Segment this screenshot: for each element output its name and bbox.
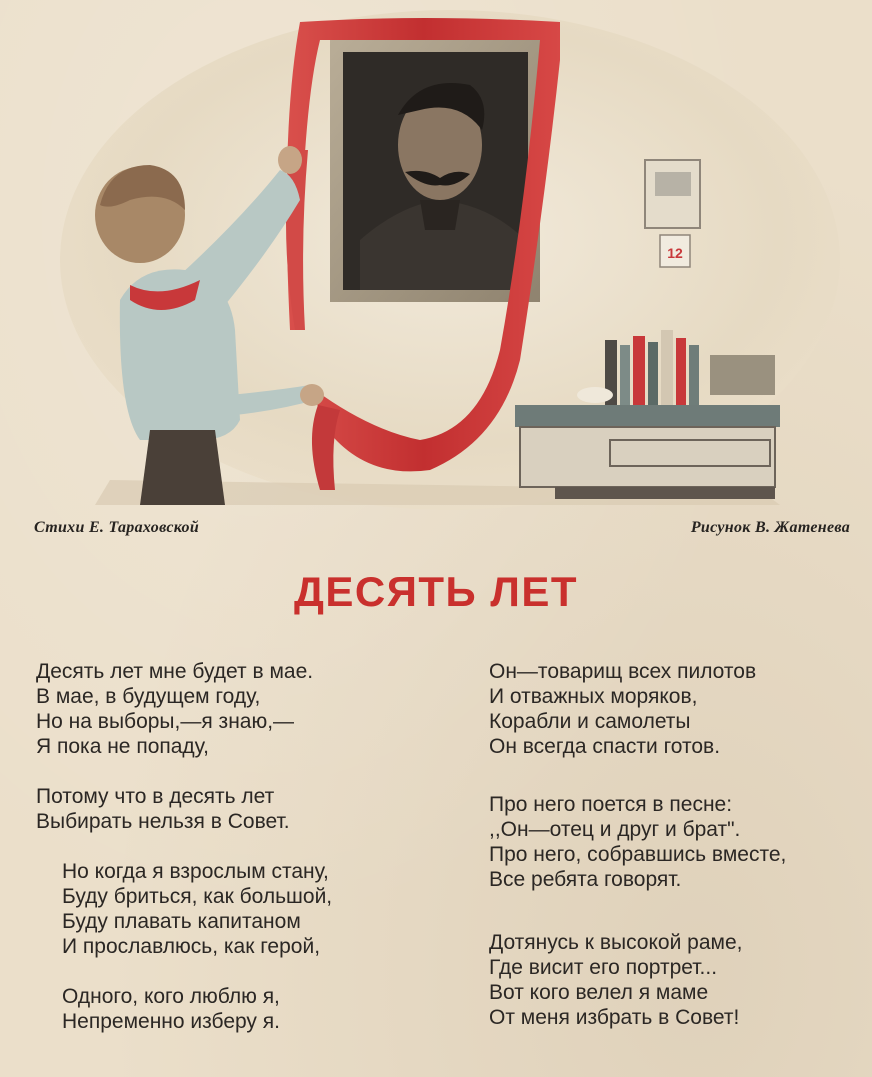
stanza <box>36 784 436 834</box>
stanza <box>489 792 859 892</box>
poem-line: Одного, кого люблю я, <box>62 985 280 1008</box>
poem-line: Я пока не попаду, <box>36 735 209 758</box>
poem-line: Все ребята говорят. <box>489 868 682 891</box>
poem-line: И отважных моряков, <box>489 685 698 708</box>
poem-line: Но когда я взрослым стану, <box>62 860 329 883</box>
poem-line: Он—товарищ всех пилотов <box>489 660 757 683</box>
poem-line: И прославлюсь, как герой, <box>62 935 321 958</box>
poem-line: ,,Он—отец и друг и брат". <box>489 818 741 841</box>
illustration <box>0 0 872 515</box>
poem-line: Вот кого велел я маме <box>489 981 709 1004</box>
poem-line: Он всегда спасти готов. <box>489 735 721 758</box>
poem-line: Про него, собравшись вместе, <box>489 843 787 866</box>
stanza <box>36 984 436 1034</box>
poem-line: Непременно изберу я. <box>62 1010 280 1033</box>
poem-line: Где висит его портрет... <box>489 956 718 979</box>
portrait-frame <box>330 40 540 302</box>
poem-right-column <box>489 659 859 1055</box>
poem-left-column <box>36 659 436 1059</box>
poem-line: Десять лет мне будет в мае. <box>36 660 314 683</box>
poem-line: Буду бриться, как большой, <box>62 885 333 908</box>
poem-line: В мае, в будущем году, <box>36 685 261 708</box>
poem-line: Потому что в десять лет <box>36 785 275 808</box>
stanza <box>489 930 859 1030</box>
poem-line: Буду плавать капитаном <box>62 910 301 933</box>
poem-line: От меня избрать в Совет! <box>489 1006 740 1029</box>
poem-line: Про него поется в песне: <box>489 793 733 816</box>
poem-line: Дотянусь к высокой раме, <box>489 931 743 954</box>
poem-line: Корабли и самолеты <box>489 710 691 733</box>
stanza <box>36 859 436 959</box>
illustrator-credit: Рисунок В. Жатенева <box>690 519 850 536</box>
calendar-number: 12 <box>667 245 683 261</box>
credits <box>0 519 872 543</box>
poem-title: ДЕСЯТЬ ЛЕТ <box>293 568 579 615</box>
stanza <box>36 659 436 759</box>
poem-author-credit: Стихи Е. Тараховской <box>34 519 200 536</box>
poem-line: Но на выборы,—я знаю,— <box>36 710 295 733</box>
stanza <box>489 659 859 759</box>
poem-line: Выбирать нельзя в Совет. <box>36 810 290 833</box>
